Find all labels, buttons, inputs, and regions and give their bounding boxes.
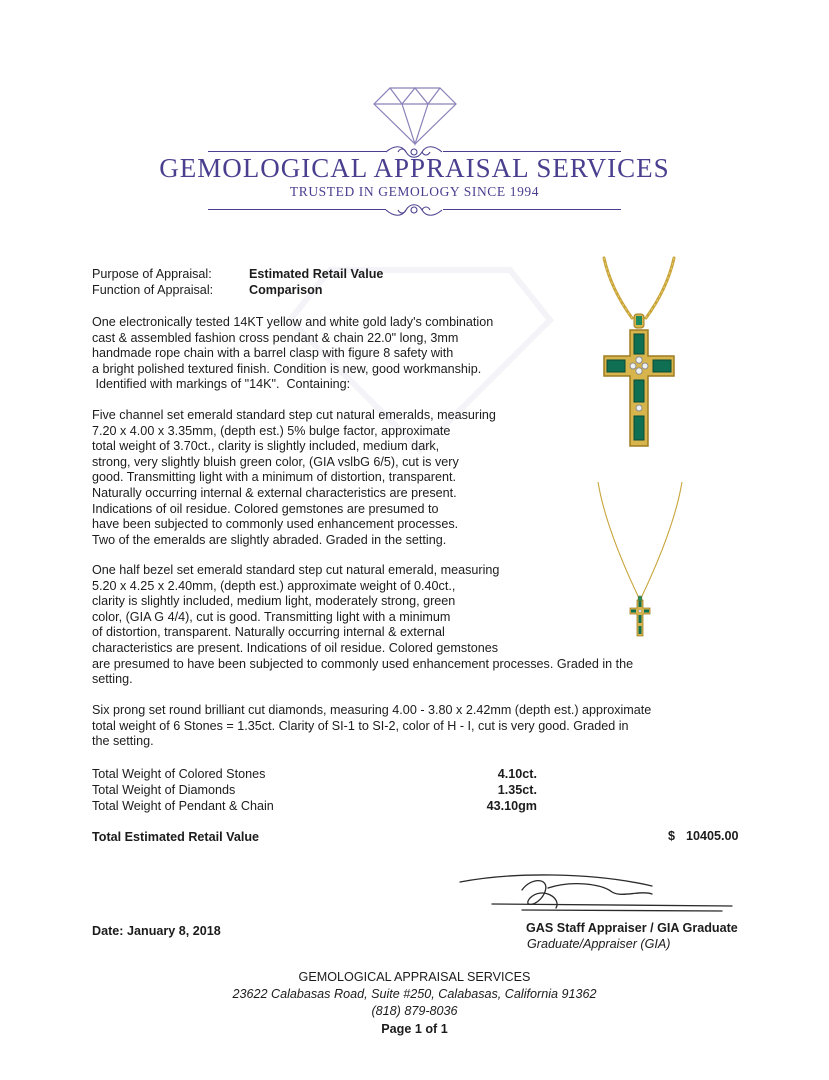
description-line: handmade rope chain with a barrel clasp with figure 8 safety with xyxy=(92,346,454,361)
paragraph-line: color, (GIA G 4/4), cut is good. Transmitting light with a minimum xyxy=(92,609,451,624)
description-line: cast & assembled fashion cross pendant & chain 22.0" long, 3mm xyxy=(92,330,459,345)
function-label: Function of Appraisal: xyxy=(92,283,214,297)
paragraph-line: Indications of oil residue. Colored gemstones are presumed to xyxy=(92,501,439,516)
total-pendant-value: 43.10gm xyxy=(486,799,537,813)
footer-page-number: Page 1 of 1 xyxy=(381,1022,448,1036)
paragraph-line: Six prong set round brilliant cut diamonds, measuring 4.00 - 3.80 x 2.42mm (depth est.) approximate xyxy=(92,703,652,717)
cross-pendant-closeup-image xyxy=(594,256,684,466)
purpose-label: Purpose of Appraisal: xyxy=(92,267,212,281)
purpose-value: Estimated Retail Value xyxy=(249,267,384,281)
header-rule-right xyxy=(443,151,621,152)
retail-amount: 10405.00 xyxy=(686,829,739,843)
diamond-icon xyxy=(372,84,458,146)
total-diamonds-value: 1.35ct. xyxy=(497,783,537,797)
paragraph-line: characteristics are present. Indications of oil residue. Colored gemstones xyxy=(92,640,499,655)
appraiser-title: GAS Staff Appraiser / GIA Graduate xyxy=(526,921,738,935)
paragraph-line: strong, very slightly bluish green color, (GIA vslbG 6/5), cut is very xyxy=(92,454,459,469)
paragraph-line: of distortion, transparent. Naturally occurring internal & external xyxy=(92,625,445,640)
description-line: a bright polished textured finish. Condition is new, good workmanship. xyxy=(92,361,482,376)
paragraph-line: clarity is slightly included, medium light, moderately strong, green xyxy=(92,594,456,609)
appraiser-subtitle: Graduate/Appraiser (GIA) xyxy=(527,937,671,951)
function-value: Comparison xyxy=(249,283,323,297)
footer-phone: (818) 879-8036 xyxy=(371,1004,458,1018)
signature-image xyxy=(452,868,752,918)
paragraph-line: are presumed to have been subjected to commonly used enhancement processes. Graded in the xyxy=(92,656,634,671)
paragraph-line: good. Transmitting light with a minimum of distortion, transparent. xyxy=(92,470,456,485)
header-rule-left-bottom xyxy=(208,209,386,210)
total-pendant-label: Total Weight of Pendant & Chain xyxy=(92,799,274,813)
total-colored-value: 4.10ct. xyxy=(497,767,537,781)
diamonds-paragraph xyxy=(92,703,651,750)
paragraph-line: setting. xyxy=(92,672,133,687)
description-line: One electronically tested 14KT yellow and white gold lady's combination xyxy=(92,315,494,329)
retail-value-label: Total Estimated Retail Value xyxy=(92,830,260,844)
appraisal-date: Date: January 8, 2018 xyxy=(92,924,221,938)
paragraph-line: One half bezel set emerald standard step cut natural emerald, measuring xyxy=(92,563,500,577)
emeralds-channel-paragraph xyxy=(92,408,496,548)
total-diamonds-label: Total Weight of Diamonds xyxy=(92,783,236,797)
footer-company: GEMOLOGICAL APPRAISAL SERVICES xyxy=(298,970,531,984)
retail-currency: $ xyxy=(668,829,676,843)
paragraph-line: have been subjected to commonly used enhancement processes. xyxy=(92,517,459,532)
header-rule-right-bottom xyxy=(443,209,621,210)
total-colored-label: Total Weight of Colored Stones xyxy=(92,767,266,781)
item-description xyxy=(92,315,493,393)
paragraph-line: 7.20 x 4.00 x 3.35mm, (depth est.) 5% bulge factor, approximate xyxy=(92,423,451,438)
header-rule-left xyxy=(208,151,386,152)
company-name: GEMOLOGICAL APPRAISAL SERVICES xyxy=(159,153,670,183)
flourish-icon xyxy=(384,201,444,219)
paragraph-line: the setting. xyxy=(92,734,154,749)
description-line: Identified with markings of "14K". Containing: xyxy=(92,377,351,392)
paragraph-line: 5.20 x 4.25 x 2.40mm, (depth est.) approximate weight of 0.40ct., xyxy=(92,578,456,593)
paragraph-line: Five channel set emerald standard step cut natural emeralds, measuring xyxy=(92,408,496,422)
footer-address: 23622 Calabasas Road, Suite #250, Calabasas, California 91362 xyxy=(232,987,597,1001)
company-tagline: TRUSTED IN GEMOLOGY SINCE 1994 xyxy=(289,184,540,199)
paragraph-line: Naturally occurring internal & external characteristics are present. xyxy=(92,485,457,500)
emerald-bezel-paragraph xyxy=(92,563,633,688)
paragraph-line: Two of the emeralds are slightly abraded. Graded in the setting. xyxy=(92,532,447,547)
cross-pendant-on-chain-image xyxy=(590,478,690,648)
paragraph-line: total weight of 6 Stones = 1.35ct. Clarity of SI-1 to SI-2, color of H - I, cut is very good. Graded in xyxy=(92,718,629,733)
paragraph-line: total weight of 3.70ct., clarity is slightly included, medium dark, xyxy=(92,439,440,454)
